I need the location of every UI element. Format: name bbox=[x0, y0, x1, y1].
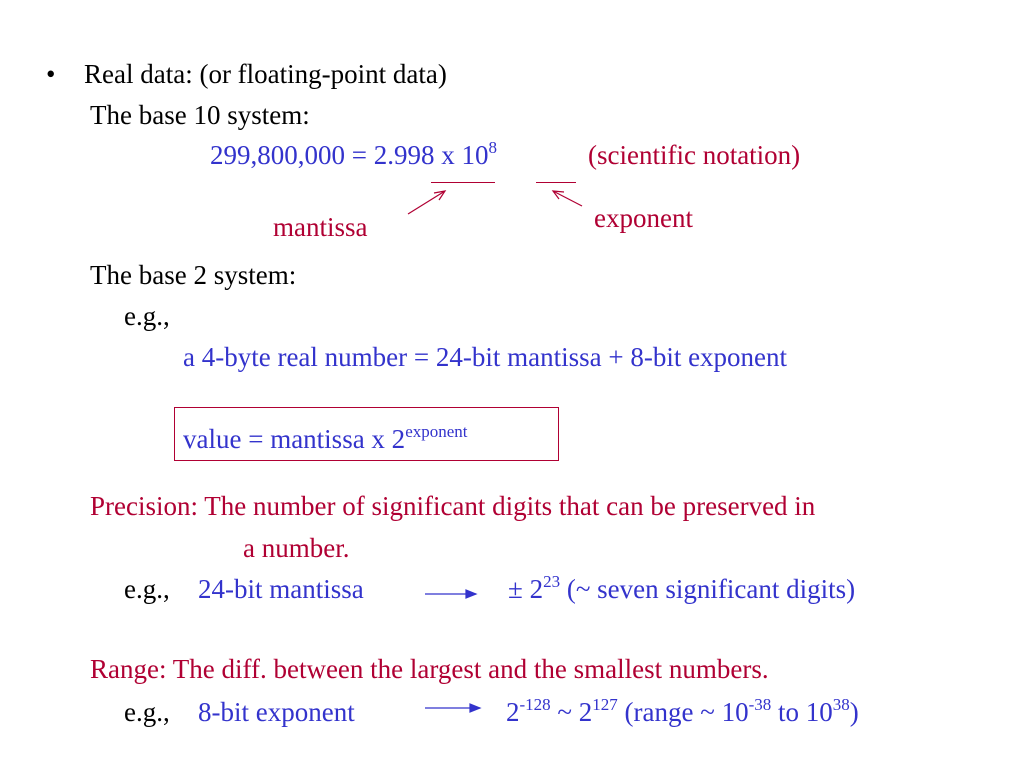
range-eg: e.g., bbox=[124, 697, 170, 727]
sci-base: 10 bbox=[461, 140, 489, 170]
four-byte-line: a 4-byte real number = 24-bit mantissa + 8-bit exponent bbox=[183, 342, 788, 372]
exponent-label: exponent bbox=[594, 203, 693, 233]
value-formula-exponent: exponent bbox=[405, 422, 468, 441]
bullet-marker: • bbox=[46, 59, 56, 89]
value-formula bbox=[183, 423, 468, 455]
range-close-paren: ) bbox=[849, 697, 859, 727]
precision-result bbox=[508, 573, 855, 605]
range-decimal-max-exponent: 38 bbox=[832, 695, 850, 714]
precision-example-left: 24-bit mantissa bbox=[198, 574, 364, 604]
precision-definition: Precision: The number of significant digits that can be preserved in bbox=[90, 491, 816, 521]
value-formula-main: value = mantissa x 2 bbox=[183, 424, 406, 454]
precision-exponent: 23 bbox=[543, 572, 561, 591]
base10-heading: The base 10 system: bbox=[90, 100, 310, 130]
range-arrowhead bbox=[470, 704, 480, 712]
range-definition: Range: The diff. between the largest and the smallest numbers. bbox=[90, 654, 769, 684]
range-decimal-text: (range ~ 10 bbox=[617, 697, 749, 727]
sci-lhs: 299,800,000 = bbox=[210, 140, 374, 170]
mantissa-label: mantissa bbox=[273, 212, 368, 242]
range-min-exponent: -128 bbox=[519, 695, 551, 714]
scientific-notation-note: (scientific notation) bbox=[588, 140, 801, 170]
range-max-exponent: 127 bbox=[592, 695, 618, 714]
range-result bbox=[506, 696, 859, 728]
range-tilde: ~ 2 bbox=[550, 697, 593, 727]
precision-arrowhead bbox=[466, 590, 476, 598]
precision-definition-cont: a number. bbox=[243, 533, 350, 563]
precision-eg: e.g., bbox=[124, 574, 170, 604]
range-decimal-min-exponent: -38 bbox=[748, 695, 772, 714]
sci-times: x bbox=[434, 140, 462, 170]
plus-minus-symbol: ± bbox=[508, 574, 523, 604]
precision-base: 2 bbox=[522, 574, 544, 604]
range-to-text: to 10 bbox=[771, 697, 833, 727]
base2-heading: The base 2 system: bbox=[90, 260, 297, 290]
sci-mantissa: 2.998 bbox=[373, 140, 435, 170]
sci-exponent: 8 bbox=[488, 138, 497, 157]
range-example-left: 8-bit exponent bbox=[198, 697, 355, 727]
exponent-arrow-line bbox=[553, 191, 582, 206]
mantissa-arrow-line bbox=[408, 191, 445, 214]
base2-eg: e.g., bbox=[124, 301, 170, 331]
slide-title: Real data: (or floating-point data) bbox=[84, 59, 447, 89]
range-min-base: 2 bbox=[506, 697, 520, 727]
precision-result-text: (~ seven significant digits) bbox=[560, 574, 856, 604]
